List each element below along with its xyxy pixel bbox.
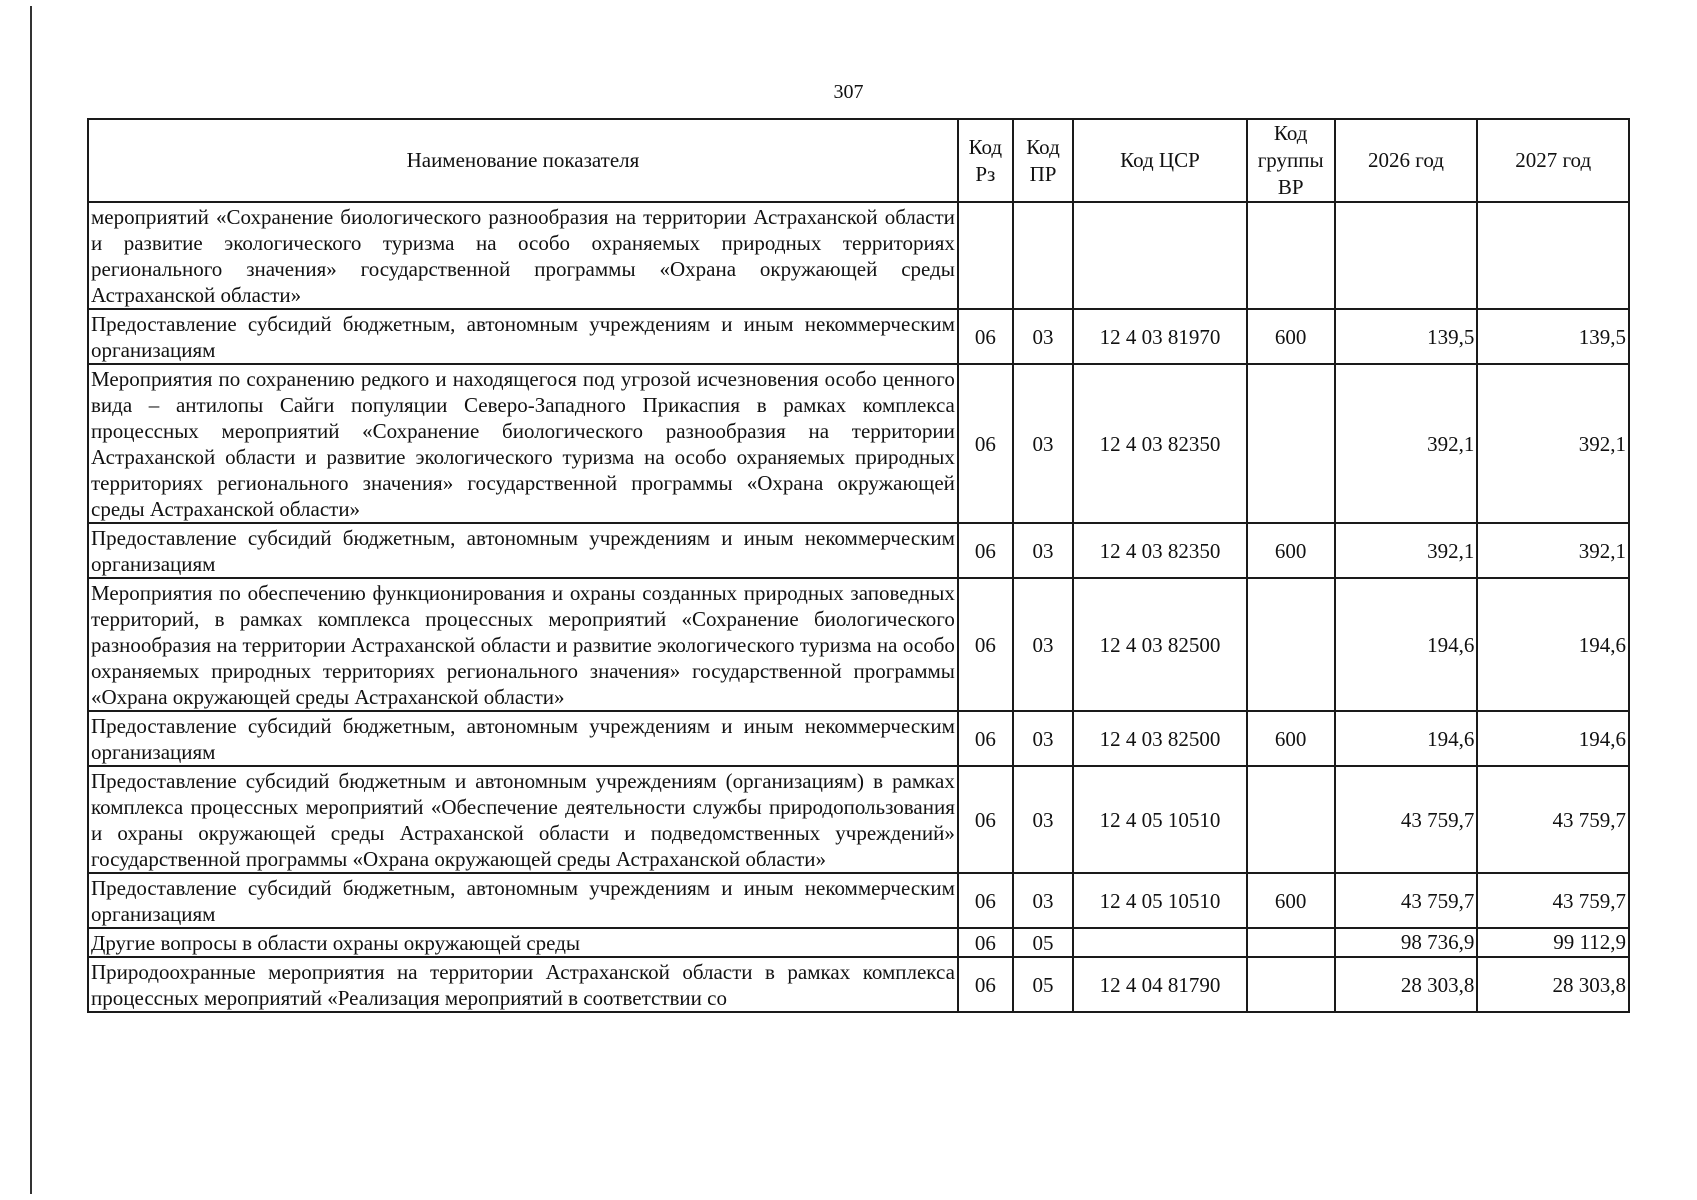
row-vr: 600 [1247,309,1335,364]
row-csr: 12 4 03 82500 [1073,578,1247,711]
header-csr: Код ЦСР [1073,119,1247,202]
row-name: Мероприятия по обеспечению функционирования и охраны созданных природных заповедных территорий, в рамках комплекса процессных мероприятий «Сохранение биологического разнообразия на территории Астраханской области и развитие экологического туризма на особо охраняемых природных территориях регионального значения» государственной программы «Охрана окружающей среды Астраханской области» [88,578,958,711]
row-pr: 05 [1013,928,1073,957]
row-rz: 06 [958,578,1013,711]
row-name: Мероприятия по сохранению редкого и находящегося под угрозой исчезновения особо ценного вида – антилопы Сайги популяции Северо-Западного Прикаспия в рамках комплекса процессных мероприятий «Сохранение биологического разнообразия на территории Астраханской области и развитие экологического туризма на особо охраняемых природных территориях регионального значения» государственной программы «Охрана окружающей среды Астраханской области» [88,364,958,523]
row-2027: 99 112,9 [1477,928,1629,957]
row-2027: 392,1 [1477,364,1629,523]
row-csr: 12 4 03 82350 [1073,523,1247,578]
row-name: Предоставление субсидий бюджетным, автономным учреждениям и иным некоммерческим организациям [88,873,958,928]
table-row [88,364,1629,523]
page-number: 307 [833,81,864,103]
table-row [88,766,1629,873]
row-vr: 600 [1247,873,1335,928]
row-pr: 03 [1013,364,1073,523]
row-csr: 12 4 04 81790 [1073,957,1247,1012]
row-vr [1247,578,1335,711]
table-row [88,309,1629,364]
table-row [88,928,1629,957]
row-rz: 06 [958,928,1013,957]
row-2026: 392,1 [1335,523,1478,578]
row-2026: 28 303,8 [1335,957,1478,1012]
header-vr: Код группы ВР [1247,119,1335,202]
row-2026: 194,6 [1335,578,1478,711]
row-name: Предоставление субсидий бюджетным, автономным учреждениям и иным некоммерческим организациям [88,523,958,578]
row-2027: 28 303,8 [1477,957,1629,1012]
table-header-row [88,119,1629,202]
row-pr: 03 [1013,873,1073,928]
row-rz [958,202,1013,309]
header-2026: 2026 год [1335,119,1478,202]
row-2027: 139,5 [1477,309,1629,364]
row-pr [1013,202,1073,309]
row-vr: 600 [1247,711,1335,766]
row-rz: 06 [958,711,1013,766]
row-pr: 03 [1013,578,1073,711]
row-name: Предоставление субсидий бюджетным, автономным учреждениям и иным некоммерческим организациям [88,309,958,364]
row-vr [1247,957,1335,1012]
row-2027: 392,1 [1477,523,1629,578]
row-csr: 12 4 03 82500 [1073,711,1247,766]
row-pr: 03 [1013,766,1073,873]
row-rz: 06 [958,364,1013,523]
table-row [88,711,1629,766]
table-row [88,523,1629,578]
header-2027: 2027 год [1477,119,1629,202]
row-csr: 12 4 05 10510 [1073,873,1247,928]
row-name: Предоставление субсидий бюджетным и автономным учреждениям (организациям) в рамках комплекса процессных мероприятий «Обеспечение деятельности службы природопользования и охраны окружающей среды Астраханской области и подведомственных учреждений» государственной программы «Охрана окружающей среды Астраханской области» [88,766,958,873]
row-rz: 06 [958,957,1013,1012]
row-vr [1247,928,1335,957]
row-vr [1247,202,1335,309]
row-csr: 12 4 03 82350 [1073,364,1247,523]
header-rz: Код Рз [958,119,1013,202]
table-row [88,873,1629,928]
table-row [88,202,1629,309]
row-2026 [1335,202,1478,309]
row-vr [1247,364,1335,523]
row-pr: 03 [1013,711,1073,766]
row-2027: 194,6 [1477,578,1629,711]
header-pr: Код ПР [1013,119,1073,202]
table-row [88,578,1629,711]
row-pr: 03 [1013,309,1073,364]
row-csr: 12 4 05 10510 [1073,766,1247,873]
table-row [88,957,1629,1012]
row-2026: 98 736,9 [1335,928,1478,957]
row-pr: 03 [1013,523,1073,578]
row-csr [1073,928,1247,957]
row-vr: 600 [1247,523,1335,578]
row-2027: 43 759,7 [1477,766,1629,873]
row-name: Природоохранные мероприятия на территории Астраханской области в рамках комплекса процессных мероприятий «Реализация мероприятий в соответствии со [88,957,958,1012]
row-rz: 06 [958,523,1013,578]
row-rz: 06 [958,309,1013,364]
budget-table [87,118,1630,1013]
row-name: Предоставление субсидий бюджетным, автономным учреждениям и иным некоммерческим организациям [88,711,958,766]
row-2026: 43 759,7 [1335,766,1478,873]
row-pr: 05 [1013,957,1073,1012]
row-2026: 43 759,7 [1335,873,1478,928]
row-2026: 392,1 [1335,364,1478,523]
row-rz: 06 [958,873,1013,928]
binding-edge-line [30,6,32,1194]
header-name: Наименование показателя [88,119,958,202]
row-name: мероприятий «Сохранение биологического разнообразия на территории Астраханской области и развитие экологического туризма на особо охраняемых природных территориях регионального значения» государственной программы «Охрана окружающей среды Астраханской области» [88,202,958,309]
row-2027 [1477,202,1629,309]
row-name: Другие вопросы в области охраны окружающей среды [88,928,958,957]
row-rz: 06 [958,766,1013,873]
row-2027: 194,6 [1477,711,1629,766]
row-2026: 194,6 [1335,711,1478,766]
row-2026: 139,5 [1335,309,1478,364]
row-csr [1073,202,1247,309]
row-2027: 43 759,7 [1477,873,1629,928]
row-csr: 12 4 03 81970 [1073,309,1247,364]
row-vr [1247,766,1335,873]
